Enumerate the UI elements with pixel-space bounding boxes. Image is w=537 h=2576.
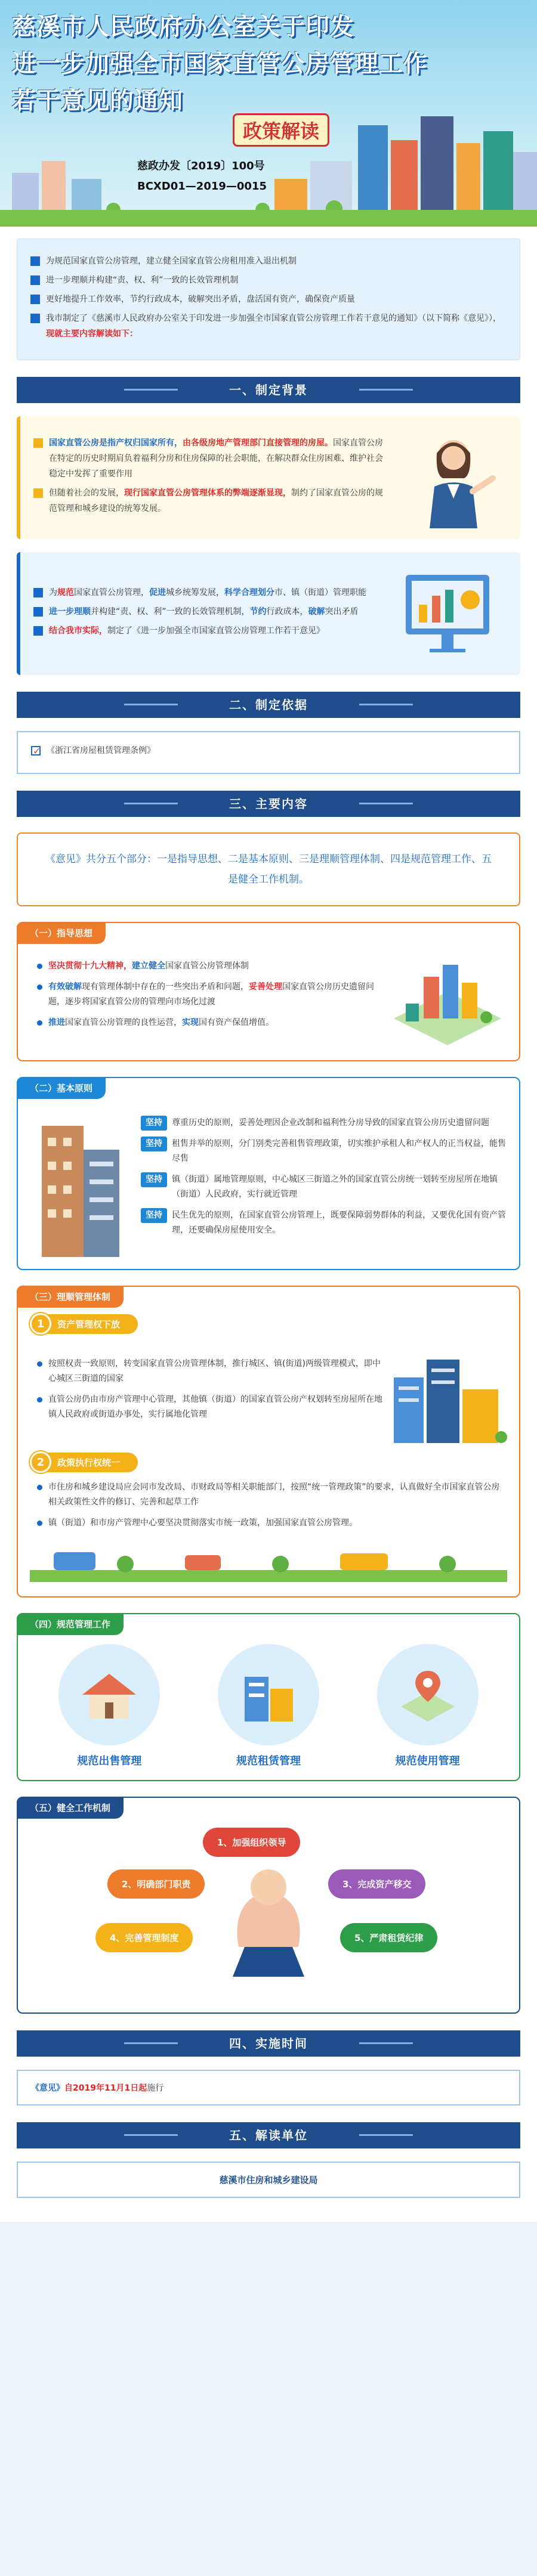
basic-principles-panel: [17, 1077, 520, 1270]
intro-item: [30, 273, 507, 288]
dot-bullet-icon: [37, 1397, 42, 1402]
text: 施行: [147, 2083, 164, 2093]
text: 国有资产保值增值。: [199, 1018, 274, 1027]
management-category: [200, 1644, 337, 1768]
principle-item: [141, 1116, 507, 1131]
mechanism-item-2: 2、明确部门职责: [107, 1869, 205, 1899]
section-header-basis: 二、制定依据: [17, 692, 520, 718]
basis-item: [31, 743, 506, 758]
mechanism-item-4: 4、完善管理制度: [95, 1923, 193, 1952]
text: 现有管理体制中存在的一些突出矛盾和问题，: [82, 982, 249, 992]
header-banner: [0, 0, 537, 227]
dot-bullet-icon: [37, 1485, 42, 1490]
intro-item: [30, 292, 507, 307]
standardized-management-panel: [17, 1613, 520, 1781]
title-line-3: 若干意见的通知: [12, 86, 183, 114]
text: 市、镇（街道）管理职能: [274, 588, 366, 597]
panel-title: （五）健全工作机制: [17, 1797, 124, 1819]
square-bullet-icon: [33, 438, 43, 448]
isometric-city-illustration: [388, 947, 507, 1048]
intro-item: [30, 253, 507, 269]
square-bullet-icon: [33, 588, 43, 597]
page-title: [12, 8, 428, 119]
grass-strip: [0, 210, 537, 227]
principle-item: [141, 1208, 507, 1238]
text: 为: [49, 588, 57, 597]
intro-panel: [17, 239, 520, 360]
mechanism-item-3: 3、完成资产移交: [328, 1869, 425, 1899]
document-code: BCXD01—2019—0015: [137, 180, 267, 193]
mechanism-diagram: [30, 1822, 507, 2001]
highlight: 建立健全: [132, 961, 165, 971]
background-text: [49, 435, 388, 482]
background-item: [33, 485, 388, 516]
square-bullet-icon: [33, 607, 43, 617]
highlight: 国家直管公房是指产权归国家所有，: [49, 438, 183, 448]
highlight: 推进: [48, 1018, 65, 1027]
text: 国家直管公房管理，: [74, 588, 149, 597]
highlight: 现行国家直管公房管理体系的弊端逐渐显现，: [124, 488, 291, 498]
background-text: [49, 585, 366, 600]
background-text: [49, 604, 359, 620]
system-item: [37, 1357, 388, 1386]
skyscraper-illustration: [30, 1102, 131, 1257]
intro-last-text: 我市制定了《慈溪市人民政府办公室关于印发进一步加强全市国家直管公房管理工作若干意见的通知》（以下简称《意见》），: [46, 314, 501, 323]
title-line-2: 进一步加强全市国家直管公房管理工作: [12, 49, 428, 78]
system-text: 市住房和城乡建设局应会同市发改局、市财政局等相关职能部门，按照“统一管理政策”的要求，认真做好全市国家直管公房相关政策性文件的修订、完善和起草工作: [48, 1482, 500, 1507]
insist-tag: 坚持: [141, 1116, 167, 1131]
intro-text: [46, 311, 507, 342]
intro-text: 为规范国家直管公房管理，建立健全国家直管公房租用准入退出机制: [46, 256, 297, 266]
step-label: 政策执行权统一: [43, 1453, 138, 1472]
ideology-item: [37, 959, 388, 974]
highlight: 促进: [149, 588, 166, 597]
section-header-main-content: 三、主要内容: [17, 791, 520, 817]
step-pill-1: [30, 1313, 507, 1335]
document-numbers: [137, 156, 267, 197]
dot-bullet-icon: [37, 1361, 42, 1367]
highlight: 妥善处理: [249, 982, 282, 992]
guiding-ideology-panel: [17, 922, 520, 1061]
text: 突出矛盾: [325, 607, 359, 617]
highlight: 规范: [57, 588, 74, 597]
step-number: 2: [30, 1451, 51, 1473]
management-category: [41, 1644, 178, 1768]
square-bullet-icon: [33, 488, 43, 498]
text: 城乡统筹发展，: [166, 588, 224, 597]
ideology-text: [48, 959, 249, 974]
principle-text: 民生优先的原则，在国家直管公房管理上，既要保障弱势群体的利益，又要优化国有资产管理，还要确保房屋使用安全。: [172, 1210, 506, 1235]
background-card-2: [17, 552, 520, 675]
title-line-1: 慈溪市人民政府办公室关于印发: [12, 13, 354, 41]
square-bullet-icon: [33, 626, 43, 636]
highlight: 节约: [249, 607, 267, 617]
unit-box: 慈溪市住房和城乡建设局: [17, 2162, 520, 2198]
management-system-panel: [17, 1286, 520, 1597]
text: 并构建“责、权、利”一致的长效管理机制，: [91, 607, 250, 617]
basis-box: [17, 731, 520, 774]
implementation-box: [17, 2070, 520, 2106]
policy-interpretation-badge: 政策解读: [233, 113, 329, 147]
step-pill-2: [30, 1451, 507, 1473]
panel-title: （四）规范管理工作: [17, 1613, 124, 1635]
work-mechanism-panel: [17, 1797, 520, 2014]
footer-spacer: [0, 2198, 537, 2222]
intro-highlight: 现就主要内容解读如下：: [46, 329, 138, 339]
section-header-background: 一、制定背景: [17, 377, 520, 403]
street-cars-illustration: [30, 1540, 507, 1582]
office-buildings-illustration: [388, 1342, 507, 1443]
house-icon: [58, 1644, 160, 1745]
principle-item: [141, 1172, 507, 1202]
mechanism-item-5: 5、严肃租赁纪律: [340, 1923, 437, 1952]
step-number: 1: [30, 1313, 51, 1335]
text: 国家直管公房管理的良性运营，: [65, 1018, 182, 1027]
principle-text: 镇（街道）属地管理原则，中心城区三街道之外的国家直管公房统一划转至房屋所在地镇（街道）人民政府，实行就近管理: [172, 1174, 498, 1199]
system-text: 直管公房仍由市房产管理中心管理，其他镇（街道）的国家直管公房产权划转至房屋所在地镇人民政府或街道办事处，实行属地化管理: [48, 1395, 382, 1419]
ideology-item: [37, 1015, 388, 1030]
dot-bullet-icon: [37, 1020, 42, 1026]
text: 国家直管公房管理体制: [165, 961, 249, 971]
highlight: 《意见》: [31, 2083, 64, 2093]
highlight: 破解: [308, 607, 325, 617]
map-pin-icon: [377, 1644, 479, 1745]
category-label: 规范使用管理: [395, 1755, 460, 1767]
highlight: 自2019年11月1日起: [64, 2083, 147, 2093]
highlight: 坚决贯彻十九大精神，: [48, 961, 132, 971]
highlight: 由各级房地产管理部门直接管理的房屋。: [183, 438, 333, 448]
document-number: 慈政办发〔2019〕100号: [137, 160, 265, 172]
square-bullet-icon: [30, 314, 40, 323]
text: 国家直管公房在特定的历史时期肩负着福利分房和住房保障的社会职能，在解决群众住房困难、维护社会稳定中发挥了重要作用: [49, 438, 383, 479]
highlight: 科学合理划分: [224, 588, 274, 597]
section-header-implementation: 四、实施时间: [17, 2030, 520, 2057]
dot-bullet-icon: [37, 964, 42, 969]
text: 国家直管公房历史遗留问题，逐步将国家直管公房的管理向市场化过渡: [48, 982, 374, 1007]
text: 制定了《进一步加强全市国家直管公房管理工作若干意见》: [107, 626, 325, 636]
principle-text: 租售并举的原则，分门别类完善租售管理政策，切实维护承租人和产权人的正当权益，能售尽售: [172, 1138, 506, 1163]
background-text: [49, 485, 388, 516]
background-item: [33, 604, 388, 620]
highlight: 进一步理顺: [49, 607, 91, 617]
system-item: [37, 1516, 507, 1531]
dot-bullet-icon: [37, 984, 42, 990]
system-item: [37, 1480, 507, 1510]
principle-item: [141, 1137, 507, 1166]
text: 制约了国家直管公房的规范管理和城乡建设的统筹发展。: [49, 488, 383, 513]
text: 行政成本，: [266, 607, 308, 617]
panel-title: （三）理顺管理体制: [17, 1286, 124, 1308]
highlight: 实现: [182, 1018, 199, 1027]
dot-bullet-icon: [37, 1521, 42, 1526]
step-label: 资产管理权下放: [43, 1314, 138, 1334]
intro-text: 进一步理顺并构建“责、权、利”一致的长效管理机制: [46, 275, 239, 285]
background-card-1: [17, 416, 520, 539]
management-category: [359, 1644, 496, 1768]
principle-text: 尊重历史的原则，妥善处理因企业改制和福利性分房导致的国家直管公房历史遗留问题: [172, 1117, 489, 1128]
category-label: 规范出售管理: [77, 1755, 142, 1767]
insist-tag: 坚持: [141, 1172, 167, 1187]
ideology-text: [48, 1015, 274, 1030]
presenter-woman-illustration: [388, 427, 507, 528]
rental-building-icon: [218, 1644, 319, 1745]
category-label: 规范租赁管理: [236, 1755, 301, 1767]
highlight: 结合我市实际，: [49, 626, 107, 636]
background-item: [33, 623, 388, 639]
background-item: [33, 435, 388, 482]
panel-title: （二）基本原则: [17, 1077, 106, 1099]
background-item: [33, 585, 388, 600]
ideology-text: [48, 980, 388, 1010]
square-bullet-icon: [30, 275, 40, 285]
highlight: 有效破解: [48, 982, 82, 992]
intro-text: 更好地提升工作效率，节约行政成本，破解突出矛盾，盘活国有资产，确保资产质量: [46, 295, 355, 304]
intro-item: [30, 311, 507, 342]
mechanism-item-1: 1、加强组织领导: [203, 1828, 300, 1857]
section-header-unit: 五、解读单位: [17, 2122, 520, 2148]
system-text: 按照权责一致原则，转变国家直管公房管理体制，推行城区、镇(街道)两级管理模式，即中心城区三街道的国家: [48, 1359, 381, 1383]
insist-tag: 坚持: [141, 1208, 167, 1223]
checkbox-check-icon: [31, 746, 41, 756]
background-text: [49, 623, 325, 639]
overview-box: 《意见》共分五个部分：一是指导思想、二是基本原则、三是理顺管理体制、四是规范管理工作、五是健全工作机制。: [17, 832, 520, 906]
panel-title: （一）指导思想: [17, 922, 106, 944]
text: 但随着社会的发展，: [49, 488, 124, 498]
basis-text: 《浙江省房屋租赁管理条例》: [47, 746, 155, 756]
square-bullet-icon: [30, 295, 40, 304]
dashboard-illustration: [388, 563, 507, 664]
insist-tag: 坚持: [141, 1137, 167, 1151]
system-text: 镇（街道）和市房产管理中心要坚决贯彻落实市统一政策，加强国家直管公房管理。: [48, 1518, 357, 1528]
square-bullet-icon: [30, 256, 40, 266]
system-item: [37, 1392, 388, 1422]
ideology-item: [37, 980, 388, 1010]
